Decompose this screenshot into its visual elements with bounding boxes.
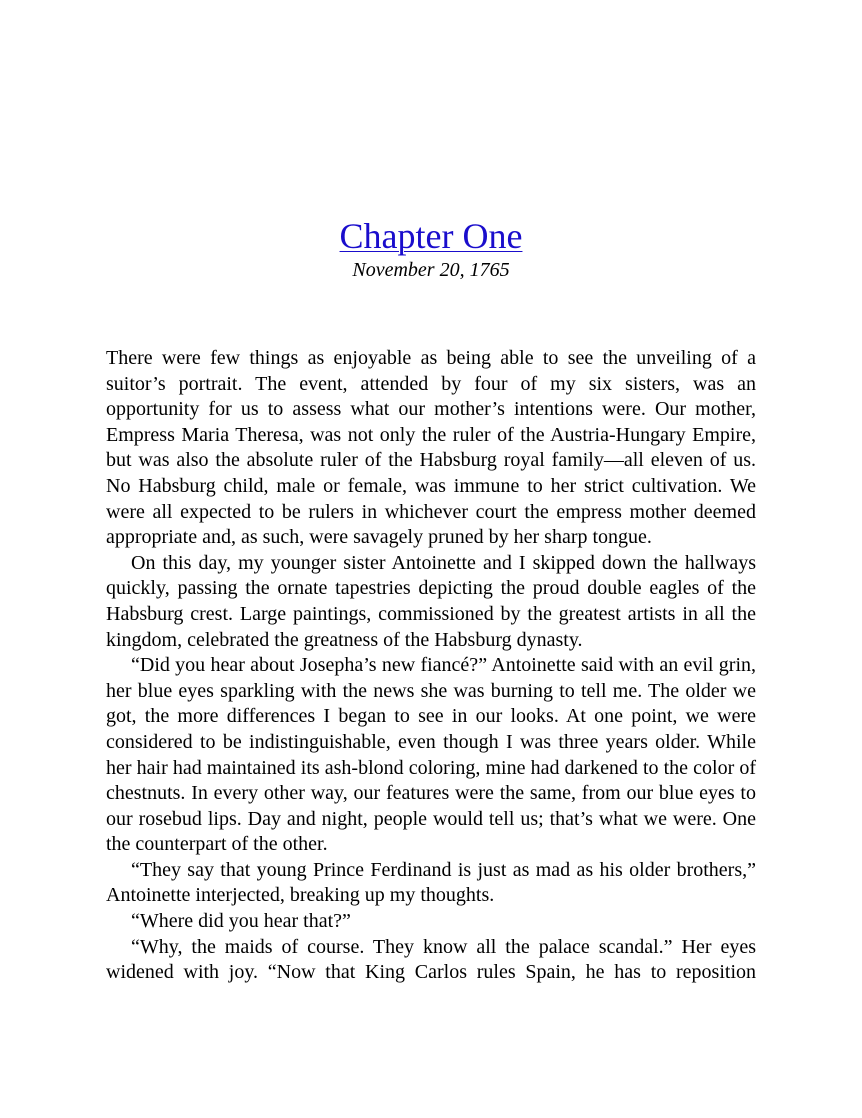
paragraph: “Why, the maids of course. They know all the palace scandal.” Her eyes widened with joy. “Now that King Carlos rules Spain, he has to reposition [106, 935, 756, 984]
paragraph: “Where did you hear that?” [131, 910, 351, 933]
paragraph: “Did you hear about Josepha’s new fiancé?” Antoinette said with an evil grin, her blue eyes sparkling with the news she was burning to tell me. The older we got, the more differences I began to see in our looks. At one point, we were considered to be indistinguishable, even though I was three years older. While her hair had maintained its ash-blond coloring, mine had darkened to the color of chestnuts. In every other way, our features were the same, from our blue eyes to our rosebud lips. Day and night, people would tell us; that’s what we were. One the counterpart of the other. [106, 654, 756, 856]
paragraph: There were few things as enjoyable as being able to see the unveiling of a suitor’s portrait. The event, attended by four of my six sisters, was an opportunity for us to assess what our mother’s intentions were. Our mother, Empress Maria Theresa, was not only the ruler of the Austria-Hungary Empire, but was also the absolute ruler of the Habsburg royal family—all eleven of us. No Habsburg child, male or female, was immune to her strict cultivation. We were all expected to be rulers in whichever court the empress mother deemed appropriate and, as such, were savagely pruned by her sharp tongue. [106, 347, 756, 549]
paragraph: “They say that young Prince Ferdinand is just as mad as his older brothers,” Antoinette interjected, breaking up my thoughts. [106, 858, 756, 907]
chapter-date: November 20, 1765 [352, 259, 510, 281]
chapter-title-link[interactable]: Chapter One [339, 216, 523, 256]
chapter-body [106, 346, 756, 986]
paragraph: On this day, my younger sister Antoinette and I skipped down the hallways quickly, passing the ornate tapestries depicting the proud double eagles of the Habsburg crest. Large paintings, commissioned by the greatest artists in all the kingdom, celebrated the greatness of the Habsburg dynasty. [106, 551, 756, 651]
chapter-heading [0, 216, 862, 283]
